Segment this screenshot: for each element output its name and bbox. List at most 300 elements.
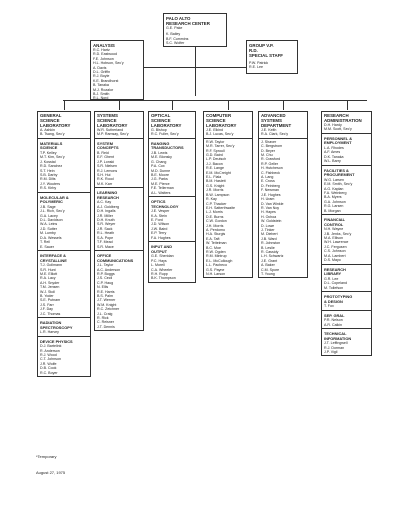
department-head: J.E. Keith	[261, 128, 277, 132]
section-member: A. Baker	[261, 263, 275, 268]
section-member: J.B. Ward	[261, 236, 277, 241]
section-member: S.H. Hui	[97, 173, 111, 178]
section-member: W.J. Stoll	[40, 289, 55, 294]
section-member: A.J. Goldberg	[97, 204, 119, 209]
section-member: T. Young	[261, 272, 275, 276]
section-member: G. Chang	[151, 159, 167, 164]
section-member: R.W. Ogden	[206, 249, 226, 254]
section-head: L.R. Harvey	[40, 330, 59, 335]
section-head: J.T. Leffingwell	[324, 341, 348, 346]
section-member: J.R. Miller	[97, 213, 113, 218]
section-member: B. Leslie	[261, 245, 275, 250]
section-member: E.L. Fiala	[206, 175, 222, 180]
section-subname: CONCEPTS	[97, 145, 119, 151]
department-title: RESEARCH	[324, 113, 349, 118]
section-member: W.H. Lawrence	[324, 240, 349, 245]
section-member: F. Newman	[261, 188, 279, 193]
section-member: B.M. Haslett	[206, 179, 226, 184]
section-name: INTERFACE &	[40, 252, 66, 258]
section-member: J.S. Farr	[40, 302, 54, 307]
top-staff-2: B.F. Cummins	[166, 36, 189, 41]
section-member: J.E. Hughes	[261, 192, 281, 197]
section-member: T.M. Jensen	[40, 285, 60, 290]
section-member: A. Perdomo	[206, 227, 225, 232]
special-staff-1: P.W. Patrick	[249, 61, 269, 65]
section-member: S.B. Darby	[40, 173, 58, 178]
section-member: M.T. Kim, Sec'y	[40, 155, 65, 160]
top-box	[163, 13, 227, 47]
section-member: A.G. Kaplan	[324, 186, 344, 191]
section-member: E. Cross	[261, 179, 275, 184]
section-member: S.R. Hunt	[40, 267, 56, 272]
section-member: C.M. Spore	[261, 267, 280, 272]
section-head: W.G. Larsen	[324, 177, 344, 182]
section-member: E.H. Satterthwaite	[206, 205, 235, 210]
footer-date: August 27, 1975	[36, 470, 66, 475]
section-member: G.S. Knight	[206, 183, 225, 188]
section-member: E. Ford	[151, 218, 163, 223]
department-staff: M.M. Scott, Sec'y	[324, 127, 352, 132]
footer-note: *Temporary	[36, 454, 57, 459]
column-drop-line	[119, 100, 120, 110]
section-member: A.F. Ames	[324, 150, 341, 155]
section-box	[321, 265, 372, 292]
section-box	[258, 139, 308, 279]
section-member: P.A. Cox	[151, 164, 165, 169]
section-member: S.A. Pope	[97, 235, 114, 240]
section-member: H.A. Sturgis	[206, 232, 226, 237]
section-name: FACILITIES &	[324, 167, 349, 173]
department-header	[148, 111, 196, 139]
section-head: J.L. Taylor	[97, 263, 114, 268]
department-header	[94, 111, 144, 139]
department-column	[92, 110, 146, 332]
section-member: E.L. McCullough	[206, 258, 233, 263]
section-head: J.B. Lewis	[151, 151, 168, 155]
section-box	[321, 311, 372, 329]
section-subname: INFORMATION	[324, 335, 352, 341]
section-head: L.A. Rhodes	[324, 146, 344, 150]
section-member: M.A. Lambert	[324, 253, 346, 258]
section-member: F.A. Hughes	[151, 235, 171, 240]
section-member: R.E. Harris	[97, 289, 115, 294]
department-title: LABORATORY	[151, 123, 182, 128]
department-title: SYSTEMS	[97, 113, 118, 118]
section-member: A.H. Snyder	[40, 280, 60, 285]
department-title: ADMINISTRATION	[324, 118, 362, 123]
top-connector	[195, 47, 196, 96]
section-member: M.E. Elliott	[40, 271, 58, 276]
section-head: R.W. Taylor	[206, 139, 225, 144]
section-member: R. Kay	[206, 197, 217, 202]
section-member: R.P. Boggs	[97, 271, 115, 276]
special-staff-2: R.E. Lee	[249, 65, 263, 70]
section-member: J.T. Werner	[97, 298, 116, 303]
section-member: A. Lang	[261, 175, 274, 180]
section-member: B.E. Moore	[151, 173, 169, 178]
analysis-staff-item: B. Tanaka	[93, 83, 109, 88]
analysis-staff-item: F.E. Johnson	[93, 56, 114, 61]
section-name: LEARNING	[97, 190, 118, 196]
special-title-1: GROUP V.P.	[249, 43, 274, 48]
section-member: R.G. Larsen	[324, 204, 344, 209]
section-member: L.H. Schwartz	[261, 254, 284, 259]
department-head: W.R. Sutherland	[97, 128, 124, 132]
section-member: R.M. Mintrup	[206, 254, 227, 259]
section-member: R.C. Zeichner	[97, 307, 120, 312]
section-member: L.J. Morris	[206, 210, 223, 215]
department-header	[37, 111, 91, 139]
section-box	[37, 318, 91, 337]
special-staff-box	[246, 40, 298, 74]
department-title: GENERAL	[40, 113, 62, 118]
section-member: W.A. Leins	[40, 222, 58, 227]
section-member: R.J. Lemons	[97, 168, 118, 173]
section-member: D. Feinberg	[261, 183, 280, 188]
section-member: J.L. Rich, Sec'y	[40, 209, 65, 214]
section-name: TECHNICAL	[324, 330, 347, 336]
section-subname: PROCUREMENT	[324, 172, 355, 178]
section-member: G.D. Baird	[206, 153, 223, 158]
section-member: J.E. Grant	[261, 258, 278, 263]
section-member: W. Teitelman	[206, 241, 227, 246]
section-member: S.R. Nielsen	[97, 164, 117, 169]
section-member: L.P. Deutsch	[206, 157, 227, 162]
section-member: N.H. Larson	[206, 272, 226, 276]
section-member: G.S. Payne	[206, 267, 225, 272]
section-name: RESEARCH	[324, 266, 346, 272]
section-member: A.C. Anderson	[97, 267, 121, 272]
section-head: T.J. Gollmann	[40, 263, 62, 268]
section-subname: CONTROL	[324, 221, 344, 227]
section-member: S.R. Weyer	[97, 222, 116, 227]
section-member: C.W. Gordon	[206, 219, 227, 224]
section-subname: LIBRARY	[324, 271, 342, 277]
section-member: D.L. Davidson	[40, 218, 63, 223]
section-box	[148, 139, 196, 197]
section-name: PERSONNEL &	[324, 135, 353, 141]
analysis-staff-item: R.D. Eastwood	[93, 52, 117, 57]
section-subname: TECHNOLOGY	[151, 203, 179, 209]
analysis-staff-item: M.J. Rozalor	[93, 87, 114, 92]
section-subname: CRYSTALLINE	[40, 257, 67, 263]
section-member: B.W. Lampson	[206, 192, 230, 197]
section-member: L. Morell	[151, 263, 165, 268]
analysis-title: ANALYSIS	[93, 43, 115, 48]
section-member: C.A. Wheeler	[151, 267, 173, 272]
section-box	[148, 242, 196, 283]
section-member: W.L. Barry	[324, 159, 341, 164]
top-staff-1: K. Bailey	[166, 32, 181, 37]
top-staff-3: S.C. Wolfer	[166, 41, 185, 46]
section-box	[37, 139, 91, 193]
section-member: R.C. Boyer	[40, 370, 58, 375]
section-name: OFFICE	[97, 252, 112, 258]
section-subname: OUTPUT	[151, 248, 167, 254]
analysis-staff-item: R.L. Nord	[93, 96, 109, 101]
section-member: M. Chu	[261, 153, 273, 158]
top-title-2: RESEARCH CENTER	[166, 21, 210, 26]
section-member: W.M. Knight	[97, 302, 117, 307]
section-box	[94, 139, 144, 188]
section-name: SYSTEM	[97, 140, 113, 146]
section-member: H. Hutcheson	[261, 166, 283, 171]
section-member: S.T. Hein	[40, 168, 55, 173]
section-box	[94, 251, 144, 331]
section-name: MOLECULAR &	[40, 194, 69, 200]
section-name: PROTOTYPING	[324, 293, 353, 299]
section-member: D.B. Cook	[40, 366, 57, 371]
section-member: D.L. Copeland	[324, 281, 347, 286]
section-member: J.D. Sutter	[40, 226, 57, 231]
section-member: G.A. Johnson	[324, 199, 346, 204]
section-head: D.J. Bartelink	[40, 344, 62, 349]
section-member: M. Diebert	[261, 232, 278, 237]
section-member: R. Rick	[97, 315, 109, 320]
section-member: D.E. Burns	[206, 214, 224, 219]
section-member: J.S. Cecil	[97, 276, 113, 281]
column-drop-line	[172, 100, 173, 110]
analysis-staff-item: B.J. Smith	[93, 92, 110, 97]
section-member: D.K. Tanaka	[324, 154, 344, 159]
section-member: H. Ochoa	[261, 214, 277, 219]
section-member: J.P. Vigil	[324, 349, 338, 354]
section-head: B. Reid	[97, 151, 109, 155]
department-header	[258, 111, 308, 139]
section-member: R.J. Dorman	[324, 345, 345, 350]
department-staff: R.A. Clark, Sec'y	[261, 132, 289, 137]
section-member: N. Ellis	[97, 285, 109, 290]
section-member: D.A. Wessels	[40, 235, 62, 240]
analysis-box	[90, 40, 144, 100]
column-drop-line	[283, 100, 284, 110]
section-member: R.S. Kirby	[40, 186, 57, 191]
section-member: R.F. Sproull	[206, 148, 225, 153]
section-member: R. Crawford	[261, 157, 281, 162]
section-head: A.C. Kay	[97, 200, 112, 205]
section-member: M.A. Ellison	[324, 236, 343, 241]
section-box	[37, 251, 91, 318]
department-title: ADVANCED	[261, 113, 286, 118]
section-subname: SCIENCE	[40, 145, 58, 151]
department-title: SCIENCE	[151, 118, 171, 123]
department-column	[146, 110, 198, 284]
section-member: P.C. Hays	[151, 258, 167, 263]
analysis-staff-item: H.L. Hobson, Sec'y	[93, 61, 124, 66]
section-name: OPTICS	[151, 199, 166, 205]
section-member: D. Van Winkle	[261, 201, 284, 206]
section-member: E. Sauer	[40, 244, 54, 249]
section-member: M.K. Karr	[97, 181, 113, 186]
section-member: A.L. Walters	[151, 190, 171, 195]
column-drop-line	[347, 100, 348, 110]
section-member: C. Bergstrom	[261, 144, 283, 149]
top-head: G.E. Pake	[166, 26, 183, 30]
section-member: J.R. Sack	[97, 226, 113, 231]
department-title: SYSTEMS	[261, 118, 282, 123]
section-member: J.W. Baird	[151, 226, 168, 231]
department-column	[256, 110, 310, 279]
analysis-staff-item: K.E. Brandhorst	[93, 78, 119, 83]
section-member: H. Uram	[261, 197, 275, 202]
section-member: D.H. Ingalls	[97, 209, 116, 214]
section-member: R.H. Rupp	[151, 271, 168, 276]
section-member: J.C. Thomas	[40, 311, 61, 316]
section-box	[321, 329, 372, 356]
department-staff: B. Tsang, Sec'y	[40, 132, 65, 137]
section-member: J.T. Dennis	[97, 324, 115, 329]
column-distribution-bar	[63, 100, 367, 101]
section-box	[321, 292, 372, 311]
section-member: M. Lumby	[40, 231, 56, 236]
section-member: J. Kosstal	[40, 159, 56, 164]
department-head: D.H. Hardy	[324, 123, 342, 127]
section-member: C.P. Thacker	[206, 201, 227, 206]
section-member: R.L. Heath	[97, 231, 115, 236]
section-member: E.A. Taft	[206, 236, 220, 241]
section-member: M. Tollefson	[324, 285, 344, 290]
section-box	[321, 215, 372, 264]
section-member: E.M. McCreight	[206, 170, 231, 175]
section-head: J. Shaver	[261, 139, 277, 144]
department-header	[203, 111, 253, 139]
section-name: MATERIALS	[40, 140, 63, 146]
section-subname: RESEARCH	[97, 194, 119, 200]
section-member: F.E. Tellerman	[151, 186, 174, 191]
section-member: J.G. Parks	[151, 177, 168, 182]
section-member: J.H. Morris	[206, 223, 224, 228]
section-member: C.P. Haug	[97, 280, 114, 285]
section-head: N.H. Wayne	[324, 227, 344, 232]
section-member: T. Reil	[40, 240, 50, 245]
section-member: D.S. Mayo	[324, 258, 341, 263]
section-head: J.B. Sage	[40, 204, 56, 209]
section-member: G.A. Lacey	[40, 213, 58, 218]
section-member: J.P. Lonski	[97, 159, 115, 164]
section-member: R.J. Wood	[40, 352, 57, 357]
section-member: J.L. Craig	[97, 311, 113, 316]
section-subname: COMMUNICATIONS	[97, 257, 134, 263]
column-drop-line	[64, 100, 65, 110]
section-member: J.R. Wolfe	[40, 361, 57, 366]
analysis-staff-item: R.J. Boyle	[93, 74, 110, 79]
department-column	[201, 110, 255, 279]
section-member: R.K. Rood	[97, 177, 114, 182]
section-box	[203, 139, 253, 279]
section-member: R.M. Dilts	[40, 177, 56, 182]
section-member: J.D. Wilson	[151, 222, 170, 227]
department-staff: B.J. Lucas, Sec'y	[206, 132, 234, 137]
section-member: L.L. Pacheco	[206, 263, 227, 268]
section-member: C.S. Johnson	[324, 249, 346, 254]
section-member: E.M. Smith, Sec'y	[324, 182, 353, 187]
section-name: RANGING	[151, 140, 170, 146]
section-subname: POLYMERIC	[40, 199, 63, 205]
section-member: E.P. Terry	[151, 231, 167, 236]
section-subname: EMPLOYMENT	[324, 140, 352, 146]
section-head: G.E. Sheridan	[151, 254, 174, 259]
section-member: F.A. Weinberg	[324, 191, 347, 196]
section-member: B.A. Myers	[324, 195, 342, 200]
section-member: J.B. Jenks, Sec'y	[324, 231, 352, 236]
section-member: R. Cassidy	[261, 249, 279, 254]
section-member: R. Johnston	[261, 241, 281, 246]
section-member: J.Y. Wouters	[40, 181, 61, 186]
section-member: M.E. Pierce	[151, 181, 170, 186]
department-title: COMPUTER	[206, 113, 232, 118]
section-box	[321, 166, 372, 215]
section-name: INPUT AND	[151, 244, 173, 250]
analysis-staff-item: A. Davis	[93, 65, 107, 70]
section-member: M.E. Blonsky	[151, 155, 172, 160]
section-member: W. Goldstein	[261, 219, 282, 224]
section-subname: & DESIGN	[324, 298, 343, 304]
department-header	[321, 111, 372, 134]
section-member: J.R. Morris	[206, 188, 224, 193]
section-member: H. Hayes	[261, 210, 276, 215]
section-member: R. Van Noy	[261, 205, 280, 210]
section-member: M.R. Tarrer, Sec'y	[206, 144, 235, 149]
department-title: LABORATORY	[40, 123, 71, 128]
analysis-head: R.C. Hartz	[93, 48, 110, 52]
department-head: A. Ashkin	[40, 128, 55, 132]
analysis-staff-item: D.L. Griffin	[93, 70, 111, 75]
section-member: S.E. Putnam	[40, 298, 61, 303]
column-drop-line	[228, 100, 229, 110]
section-member: B.K. Thompson	[151, 276, 176, 281]
section-name: DEVICE PHYSICS	[40, 338, 73, 344]
department-title: SCIENCE	[206, 118, 226, 123]
section-member: C. Reisner	[97, 320, 114, 325]
section-member: S.R. Mace	[97, 244, 114, 249]
section-member: D.H. Knuth	[97, 218, 115, 223]
section-member: K.A. Stein	[151, 213, 167, 218]
section-member: J. Tinker	[261, 227, 275, 232]
department-head: G. Bishop	[151, 128, 167, 132]
department-column	[319, 110, 374, 357]
section-member: D. Lowe	[261, 223, 275, 228]
department-title: LABORATORY	[206, 123, 237, 128]
section-head: P.R. Nelson	[324, 318, 343, 323]
section-subname: SPECTROSCOPY	[40, 324, 73, 330]
section-member: R.E. Lange	[206, 166, 224, 171]
section-box	[37, 337, 91, 377]
section-name: RADIATION	[40, 319, 62, 325]
section-head: T.P. Kelley	[40, 151, 57, 155]
section-box	[148, 197, 196, 242]
section-member: E.F. Ghent	[97, 155, 114, 160]
department-column	[35, 110, 93, 378]
section-box	[321, 134, 372, 166]
department-title: LABORATORY	[97, 123, 128, 128]
section-member: D. Beyer	[261, 148, 275, 153]
section-member: A.R. Calkin	[324, 322, 342, 327]
section-member: R.A. Lacy	[40, 276, 56, 281]
special-title-3: SPECIAL STAFF	[249, 53, 283, 58]
section-name: FINANCIAL	[324, 217, 345, 223]
section-member: B. Morgan	[324, 208, 341, 213]
section-head: J.E. Vesper	[151, 209, 170, 214]
section-member: R.P. Geller	[261, 161, 279, 166]
section-head: G.R. Lee	[324, 276, 339, 281]
section-subname: TRANSDUCTORS	[151, 145, 184, 151]
section-member: B.S. Palm	[97, 293, 113, 298]
department-title: SCIENCE	[40, 118, 60, 123]
department-title: OPTICAL	[151, 113, 171, 118]
section-member: J.F. Day	[40, 307, 53, 312]
section-member: B. Yoder	[40, 293, 54, 298]
section-member: R.D. Sanchez	[40, 164, 63, 169]
